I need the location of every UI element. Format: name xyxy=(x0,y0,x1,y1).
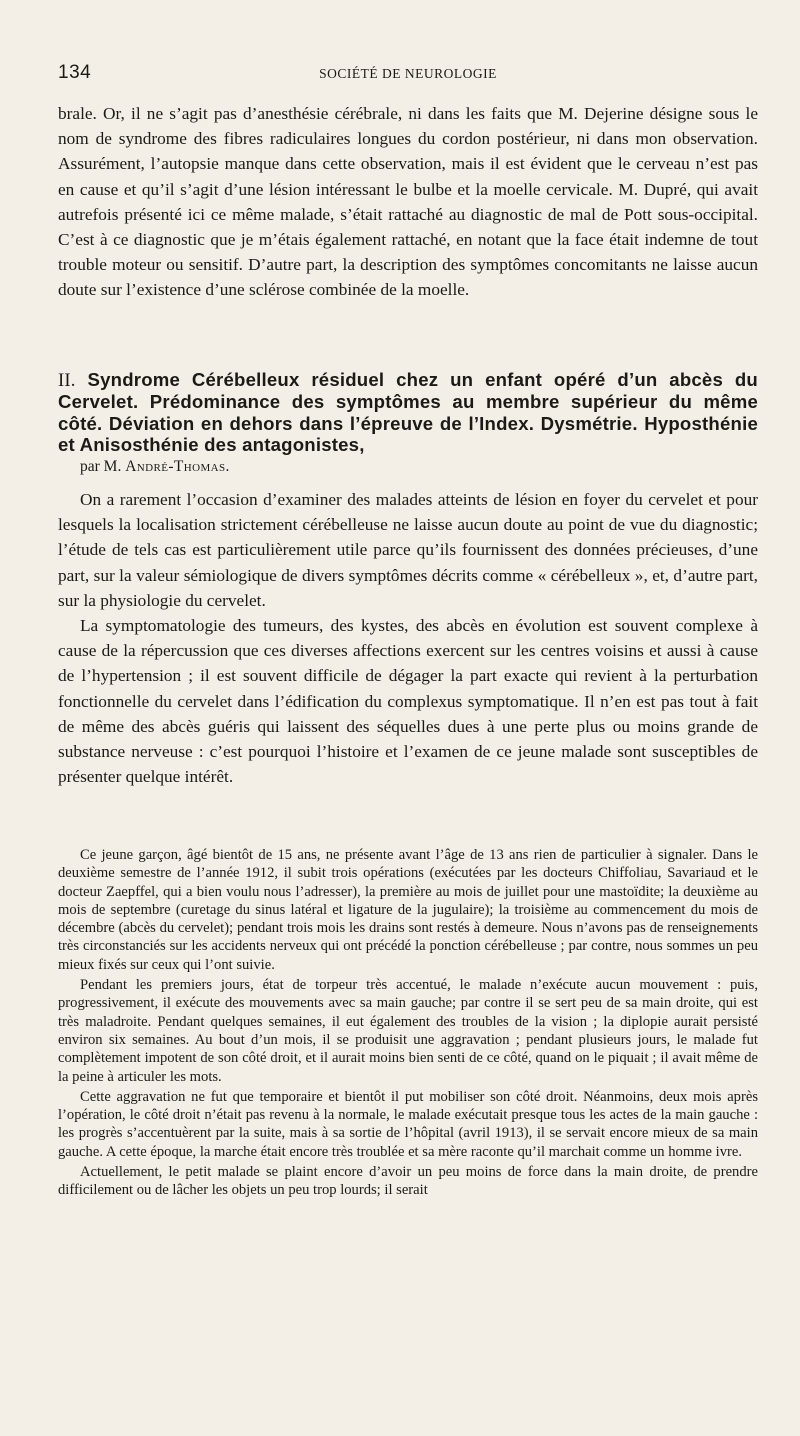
page-number: 134 xyxy=(58,62,92,83)
section-heading xyxy=(58,369,758,477)
case-paragraph: Cette aggravation ne fut que temporaire et bientôt il put mobiliser son côté droit. Néanmoins, deux mois après l’opération, le côté droit n’était pas revenu à la normale, le malade exécutait presque tous les actes de la main gauche : les progrès s’accentuèrent par la suite, mais à sa sortie de l’hôpital (avril 1913), il se servait encore mieux de sa main gauche. A cette époque, la marche était encore très troublée et sa mère raconte qu’il marchait comme un homme ivre. xyxy=(58,1088,758,1160)
page-header xyxy=(58,62,758,86)
body-paragraph: On a rarement l’occasion d’examiner des malades atteints de lésion en foyer du cervelet et pour lesquels la localisation strictement cérébelleuse ne laisse aucun doute au point de vue du diagnostic; l’étude de tels cas est particulièrement utile parce qu’ils fournissent des données précieuses, d’une part, sur la valeur sémiologique de divers symptômes décrits comme « cérébelleux », et, d’autre part, sur la physiologie du cervelet. xyxy=(58,490,758,610)
case-paragraph: Pendant les premiers jours, état de torpeur très accentué, le malade n’exécute aucun mouvement : puis, progressivement, il exécute des mouvements avec sa main gauche; par contre il se sert peu de sa main droite, qui est très maladroite. Pendant quelques semaines, il eut également des troubles de la vision ; la diplopie aurait persisté environ six semaines. Au bout d’un mois, il se produisit une aggravation ; pendant plusieurs jours, le malade fut complètement impotent de son côté droit, et il aurait moins bien senti de ce côté, quand on le piquait ; il avait même de la peine à articuler les mots. xyxy=(58,977,758,1085)
author-name: André-Thomas. xyxy=(125,457,230,475)
section-title-text: Syndrome Cérébelleux résiduel chez un enfant opéré d’un abcès du Cervelet. Prédominance des symptômes au membre supérieur du même côté. Déviation en dehors dans l’épreuve de l’Index. Dysmétrie. Hyposthénie et Anisosthénie des antagonistes, xyxy=(58,369,758,456)
continuation-paragraph: brale. Or, il ne s’agit pas d’anesthésie cérébrale, ni dans les faits que M. Dejerine désigne sous le nom de syndrome des fibres radiculaires longues du cordon postérieur, ni dans mon observation. Assurément, l’autopsie manque dans cette observation, mais il est évident que le cerveau n’est pas en cause et qu’il s’agit d’une lésion intéressant le bulbe et la moelle cervicale. M. Dupré, qui avait autrefois présenté ici ce même malade, s’était rattaché au diagnostic de mal de Pott sous-occipital. C’est à ce diagnostic que je m’étais également rattaché, en notant que la face était indemne de tout trouble moteur ou sensitif. D’autre part, la description des symptômes concomitants ne laisse aucun doute sur l’existence d’une sclérose combinée de la moelle. xyxy=(58,104,758,300)
introduction-block xyxy=(58,487,758,789)
case-history-block xyxy=(58,846,758,1202)
section-author xyxy=(80,457,758,477)
body-paragraph: La symptomatologie des tumeurs, des kystes, des abcès en évolution est souvent complexe à cause de la répercussion que ces diverses affections exercent sur les centres voisins et aussi à cause de l’hypertension ; il est souvent difficile de dégager la part exacte qui revient à la perturbation fonctionnelle du cervelet dans l’édification du complexus symptomatique. Il n’en est pas tout à fait de même des abcès guéris qui laissent des séquelles dues à une perte plus ou moins grande de substance nerveuse : c’est pourquoi l’histoire et l’examen de ce jeune malade sont susceptibles de présenter quelque intérêt. xyxy=(58,616,758,787)
section-title xyxy=(58,369,758,456)
case-paragraph: Actuellement, le petit malade se plaint encore d’avoir un peu moins de force dans la main droite, de prendre difficilement ou de lâcher les objets un peu trop lourds; il serait xyxy=(58,1164,758,1199)
author-prefix: par M. xyxy=(80,457,122,475)
case-paragraph: Ce jeune garçon, âgé bientôt de 15 ans, ne présente avant l’âge de 13 ans rien de particulier à signaler. Dans le deuxième semestre de l’année 1912, il subit trois opérations (exécutées par les docteurs Chiffoliau, Savariaud et le docteur Zaepffel, qui a bien voulu nous l’adresser), la première au mois de juillet pour une mastoïdite; la deuxième au mois de septembre (curetage du sinus latéral et ligature de la jugulaire); la troisième au commencement du mois de décembre (abcès du cervelet); pendant trois mois les drains sont restés à demeure. Nous n’avons pas de renseignements très circonstanciés sur les accidents nerveux qui ont précédé la ponction cérébelleuse ; par contre, nous sommes un peu mieux fixés sur ceux qui l’ont suivie. xyxy=(58,847,758,973)
running-head: SOCIÉTÉ DE NEUROLOGIE xyxy=(319,66,497,81)
continuation-block xyxy=(58,101,758,303)
section-number: II. xyxy=(58,370,76,391)
